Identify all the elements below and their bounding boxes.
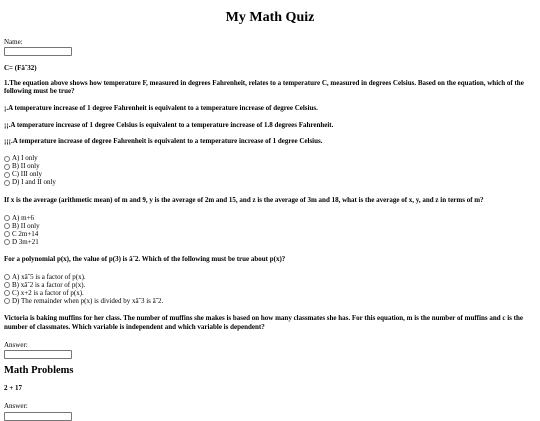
radio-button[interactable] (4, 239, 10, 245)
radio-button[interactable] (4, 282, 10, 288)
radio-button[interactable] (4, 164, 10, 170)
question-3-text: For a polynomial p(x), the value of p(3) is â˘2. Which of the following must be true about p(x)? (4, 254, 286, 263)
question-3-option-b[interactable] (4, 281, 536, 289)
radio-button[interactable] (4, 290, 10, 296)
question-2-option-d[interactable] (4, 238, 536, 246)
question-3-option-c[interactable] (4, 289, 536, 297)
option-label: D) The remainder when p(x) is divided by xâ˘3 is â˘2. (12, 297, 164, 306)
statement-1: ¡.A temperature increase of 1 degree Fahrenheit is equivalent to a temperature increase of degree Celsius. (4, 104, 318, 113)
radio-button[interactable] (4, 298, 10, 304)
option-label: A) m+6 (12, 213, 35, 222)
quiz-page (4, 0, 536, 421)
option-label: C) x+2 is a factor of p(x). (12, 289, 84, 298)
question-1-option-c[interactable] (4, 171, 536, 179)
question-2-option-b[interactable] (4, 222, 536, 230)
option-label: D 3m+21 (12, 237, 39, 246)
option-label: C) III only (12, 170, 42, 179)
option-label: A) I only (12, 154, 38, 163)
question-1-option-b[interactable] (4, 163, 536, 171)
question-3-option-a[interactable] (4, 273, 536, 281)
question-2-text: If x is the average (arithmetic mean) of m and 9, y is the average of 2m and 15, and z is the average of 3m and 18, what is the average of x, y, and z in terms of m? (4, 195, 484, 204)
question-3-options (4, 273, 536, 305)
question-1-option-a[interactable] (4, 155, 536, 163)
name-input[interactable] (4, 47, 72, 56)
radio-button[interactable] (4, 156, 10, 162)
answer-label: Answer: (4, 402, 28, 411)
question-1-options (4, 155, 536, 187)
option-label: B) xâ˘2 is a factor of p(x). (12, 281, 86, 290)
question-2-option-c[interactable] (4, 230, 536, 238)
statement-2: ¡¡.A temperature increase of 1 degree Celsius is equivalent to a temperature increase of 1.8 degrees Fahrenheit. (4, 120, 334, 129)
question-1-option-d[interactable] (4, 179, 536, 187)
option-label: D) I and II only (12, 178, 56, 187)
option-label: B) II only (12, 221, 40, 230)
option-label: B) II only (12, 162, 40, 171)
option-label: C 2m+14 (12, 229, 39, 238)
question-2-option-a[interactable] (4, 214, 536, 222)
radio-button[interactable] (4, 215, 10, 221)
name-label: Name: (4, 37, 23, 46)
radio-button[interactable] (4, 274, 10, 280)
equation: C= (Fâ˘32) (4, 64, 37, 73)
radio-button[interactable] (4, 231, 10, 237)
math-problems-heading: Math Problems (4, 365, 74, 377)
muffin-question-text: Victoria is baking muffins for her class. The number of muffins she makes is based on how many classmates she has. For this equation, m is the number of muffins and c is the number of classmates. Which variable is independent and which variable is dependent? (4, 314, 523, 331)
question-2-options (4, 214, 536, 246)
math-problem: 2 + 17 (4, 384, 22, 393)
answer-label: Answer: (4, 341, 28, 350)
radio-button[interactable] (4, 172, 10, 178)
statement-3: ¡¡¡.A temperature increase of degree Fahrenheit is equivalent to a temperature increase of 1 degree Celsius. (4, 137, 323, 146)
radio-button[interactable] (4, 223, 10, 229)
page-title: My Math Quiz (225, 10, 315, 25)
math-answer-input[interactable] (4, 412, 72, 421)
option-label: A) xâ˘5 is a factor of p(x). (12, 273, 86, 282)
radio-button[interactable] (4, 180, 10, 186)
question-1-text: 1.The equation above shows how temperature F, measured in degrees Fahrenheit, relates to a temperature C, measured in degrees Celsius. Based on the equation, which of the following must be true? (4, 78, 524, 95)
question-3-option-d[interactable] (4, 297, 536, 305)
muffin-answer-input[interactable] (4, 350, 72, 359)
